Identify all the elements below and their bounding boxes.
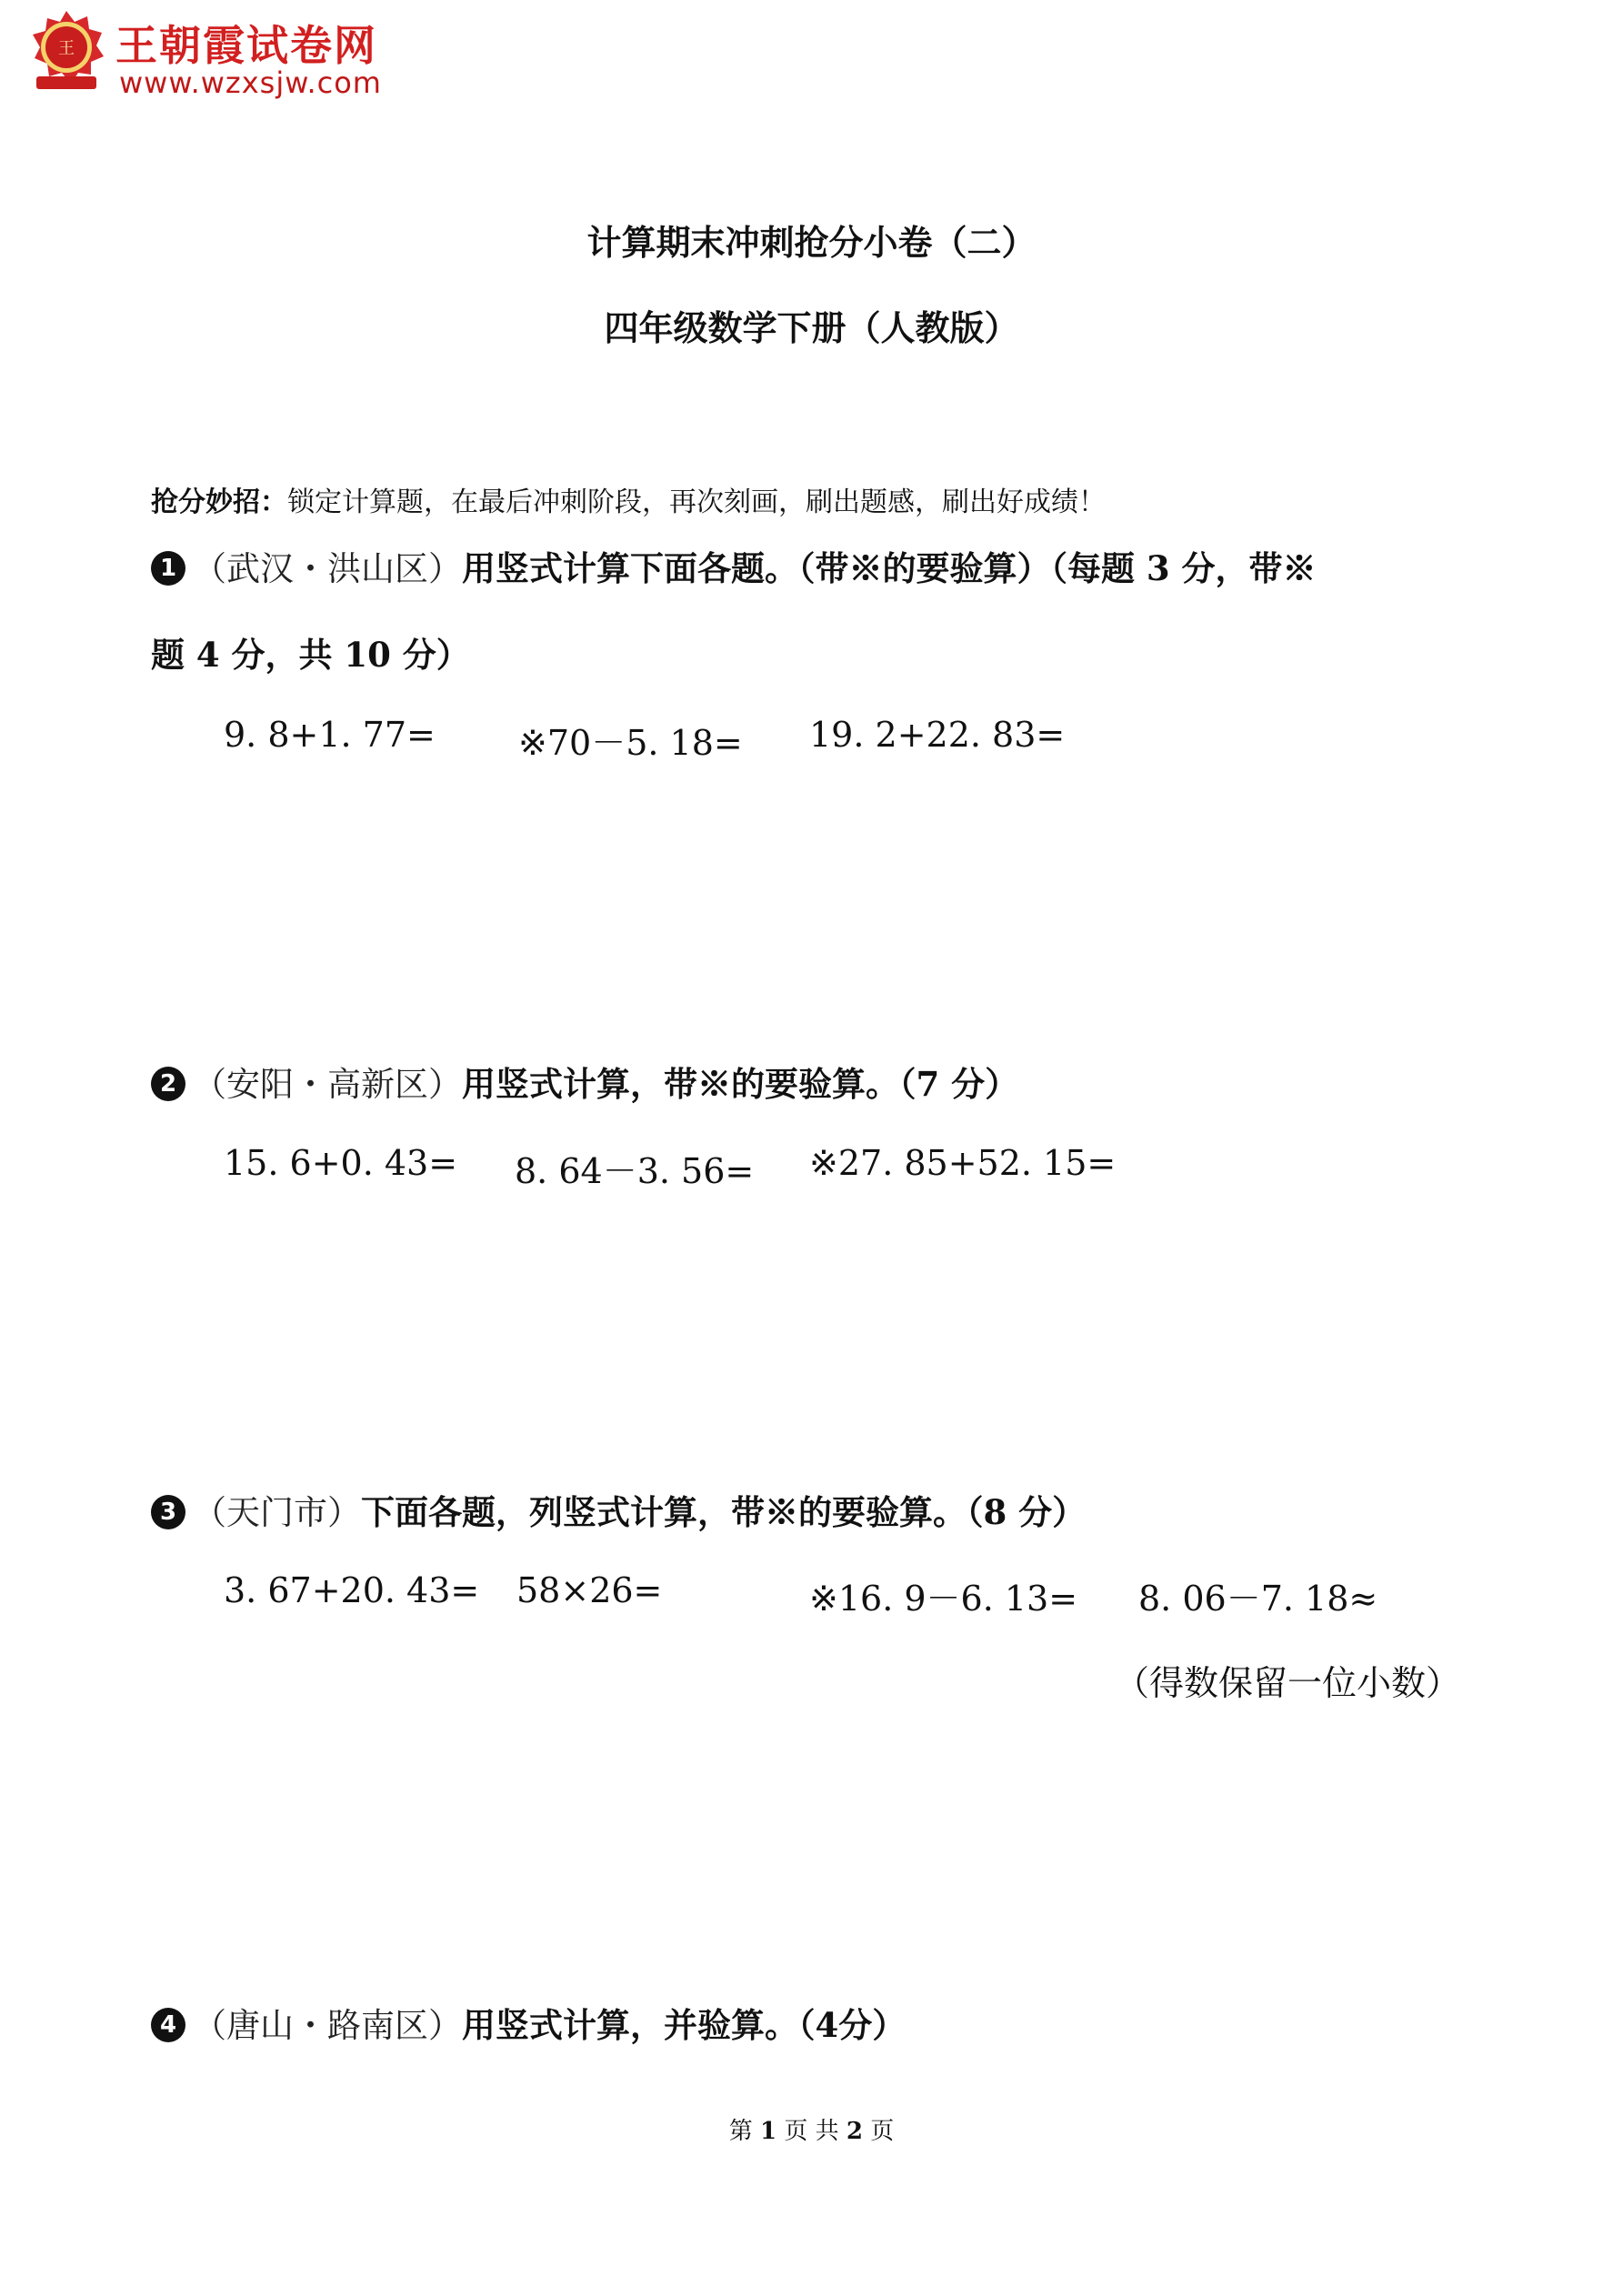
page-subtitle: 四年级数学下册（人教版） bbox=[604, 307, 1019, 348]
equation: 19. 2+22. 83= bbox=[809, 715, 1066, 755]
current-page: 1 bbox=[760, 2118, 777, 2145]
page-number bbox=[0, 2112, 1623, 2146]
tip-line bbox=[151, 479, 1106, 519]
number-3-icon: 3 bbox=[151, 1495, 185, 1529]
brand-name: 王朝霞试卷网 bbox=[115, 21, 377, 70]
question-4-instruction: 用竖式计算，并验算。（4分） bbox=[462, 2005, 907, 2045]
equation: ※27. 85+52. 15= bbox=[809, 1143, 1117, 1183]
question-1-instruction-line2: 题 4 分，共 10 分） bbox=[151, 635, 470, 675]
page-suffix: 页 bbox=[870, 2118, 895, 2145]
question-2-source: （安阳・高新区） bbox=[193, 1065, 462, 1104]
equation: 8. 06－7. 18≈ bbox=[1138, 1579, 1378, 1619]
equation: 15. 6+0. 43= bbox=[224, 1143, 458, 1183]
brand-logo-icon bbox=[27, 9, 105, 93]
question-3-instruction: 下面各题，列竖式计算，带※的要验算。（8 分） bbox=[361, 1492, 1087, 1532]
number-2-icon: 2 bbox=[151, 1067, 185, 1101]
question-1-instruction: 用竖式计算下面各题。（带※的要验算）（每题 3 分，带※ bbox=[462, 548, 1317, 588]
page-middle: 页 共 bbox=[784, 2118, 839, 2145]
equation: 8. 64－3. 56= bbox=[515, 1151, 755, 1191]
equation: ※70－5. 18= bbox=[518, 723, 743, 763]
equation: 3. 67+20. 43= bbox=[224, 1570, 480, 1610]
brand-url: www.wzxsjw.com bbox=[119, 65, 382, 100]
question-3-heading bbox=[151, 1485, 1086, 1534]
svg-text:王: 王 bbox=[58, 39, 75, 58]
equation: 58×26= bbox=[516, 1570, 663, 1610]
question-1-heading bbox=[151, 541, 1317, 590]
question-3-source: （天门市） bbox=[193, 1493, 361, 1532]
page-title: 计算期末冲刺抢分小卷（二） bbox=[586, 222, 1037, 263]
question-1-source: （武汉・洪山区） bbox=[193, 549, 462, 588]
rounding-note: （得数保留一位小数） bbox=[1115, 1663, 1461, 1703]
question-1-instruction-cont bbox=[151, 627, 470, 677]
tip-text: 锁定计算题，在最后冲刺阶段，再次刻画，刷出题感，刷出好成绩！ bbox=[287, 486, 1106, 518]
question-4-heading bbox=[151, 1998, 906, 2047]
number-4-icon: 4 bbox=[151, 2008, 185, 2042]
number-1-icon: 1 bbox=[151, 551, 185, 586]
question-2-heading bbox=[151, 1057, 1018, 1106]
total-pages: 2 bbox=[846, 2118, 863, 2145]
equation: 9. 8+1. 77= bbox=[224, 715, 436, 755]
question-2-instruction: 用竖式计算，带※的要验算。（7 分） bbox=[462, 1064, 1019, 1104]
tip-label: 抢分妙招： bbox=[151, 486, 287, 518]
page-prefix: 第 bbox=[728, 2118, 753, 2145]
question-4-source: （唐山・路南区） bbox=[193, 2006, 462, 2045]
equation: ※16. 9－6. 13= bbox=[809, 1579, 1078, 1619]
